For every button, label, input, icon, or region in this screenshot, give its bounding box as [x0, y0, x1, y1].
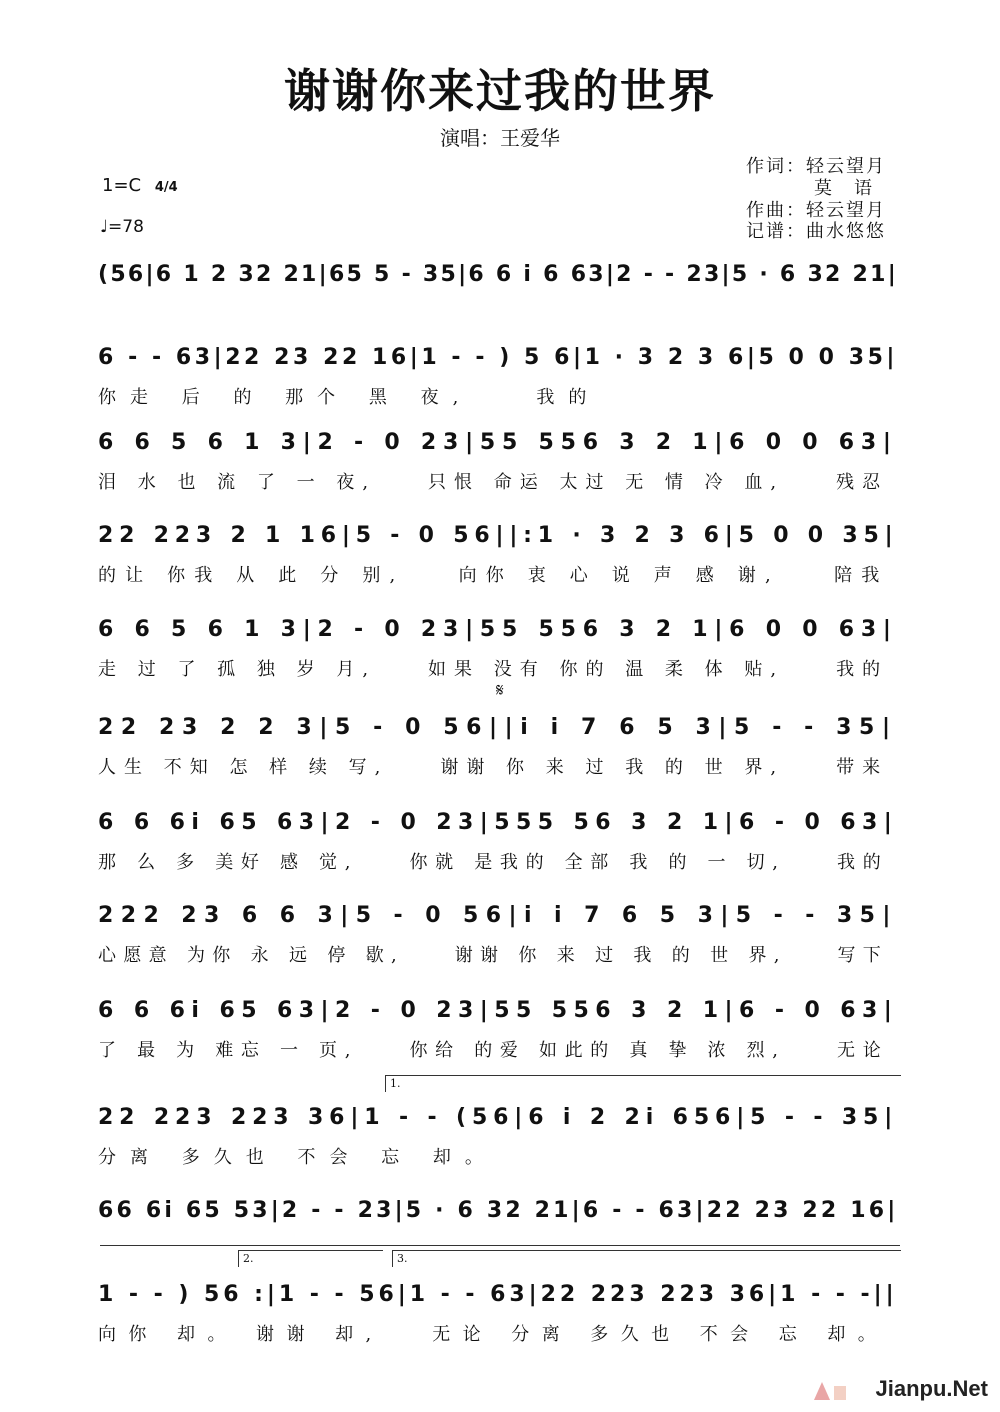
notation-row: 22 23 2 2 3|5 - 0 56||i i 7 6 5 3|5 - - 35| [98, 715, 898, 740]
notation-row: 222 23 6 6 3|5 - 0 56|i i 7 6 5 3|5 - - 35| [98, 903, 898, 928]
lyric-row: 向你 却。 谢谢 却, 无论 分离 多久也 不会 忘 却。 [98, 1324, 889, 1345]
lyric-row: 那 么 多 美好 感 觉, 你就 是我的 全部 我 的 一 切, 我的 [98, 852, 889, 873]
time-signature: 4/4 [154, 180, 178, 195]
lyric-row: 走 过 了 孤 独 岁 月, 如果 没有 你的 温 柔 体 贴, 我的 [98, 659, 889, 680]
transcriber: 记谱：曲水悠悠 [746, 221, 886, 242]
volta-2-label: 2. [243, 1252, 254, 1265]
notation-row: 22 223 223 36|1 - - (56|6 i 2 2i 656|5 - - 35| [98, 1105, 899, 1130]
notation-row: 6 - - 63|22 23 22 16|1 - - ) 5 6|1 · 3 2 3 6|5 0 0 35| [98, 345, 899, 370]
segno-mark: 𝄋 [496, 680, 504, 701]
notation-row: 6 6 5 6 1 3|2 - 0 23|55 556 3 2 1|6 0 0 63| [98, 430, 898, 455]
notation-row: 1 - - ) 56 :|1 - - 56|1 - - 63|22 223 223 36|1 - - -|| [98, 1282, 898, 1307]
volta-3-bracket [392, 1250, 901, 1267]
lyric-row: 了 最 为 难忘 一 页, 你给 的爱 如此的 真 挚 浓 烈, 无论 [98, 1040, 889, 1061]
composer: 作曲：轻云望月 [746, 200, 886, 221]
lyric-row: 的让 你我 从 此 分 别, 向你 衷 心 说 声 感 谢, 陪我 [98, 565, 889, 586]
lyricist: 作词：轻云望月 [746, 156, 886, 177]
watermark: Jianpu.Net [875, 1376, 988, 1401]
volta-1-label: 1. [390, 1077, 401, 1090]
watermark-logo-icon [810, 1378, 850, 1404]
row-divider [100, 1245, 900, 1246]
lyric-row: 人生 不知 怎 样 续 写, 谢谢 你 来 过 我 的 世 界, 带来 [98, 757, 889, 778]
notation-row: (56|6 1 2 32 21|65 5 - 35|6 6 i 6 63|2 - - 23|5 · 6 32 21| [98, 262, 899, 287]
notation-row: 66 6i 65 53|2 - - 23|5 · 6 32 21|6 - - 63|22 23 22 16| [98, 1198, 899, 1223]
key-signature [102, 175, 178, 196]
song-title: 谢谢你来过我的世界 [284, 64, 716, 118]
tempo: ♩=78 [100, 217, 144, 237]
notation-row: 22 223 2 1 16|5 - 0 56||:1 · 3 2 3 6|5 0 0 35| [98, 523, 899, 548]
notation-row: 6 6 5 6 1 3|2 - 0 23|55 556 3 2 1|6 0 0 63| [98, 617, 898, 642]
lyric-row: 泪 水 也 流 了 一 夜, 只恨 命运 太过 无 情 冷 血, 残忍 [98, 472, 889, 493]
volta-2-bracket [238, 1250, 383, 1267]
lyric-row: 分离 多久也 不会 忘 却。 [98, 1147, 497, 1168]
notation-row: 6 6 6i 65 63|2 - 0 23|555 56 3 2 1|6 - 0 63| [98, 810, 899, 835]
volta-3-label: 3. [397, 1252, 408, 1265]
key: 1=C [102, 175, 142, 196]
singer: 演唱：王爱华 [440, 126, 560, 150]
notation-row: 6 6 6i 65 63|2 - 0 23|55 556 3 2 1|6 - 0 63| [98, 998, 899, 1023]
lyric-row: 你走 后 的 那个 黑 夜, 我的 [98, 387, 601, 408]
lyric-row: 心愿意 为你 永 远 停 歇, 谢谢 你 来 过 我 的 世 界, 写下 [98, 945, 889, 966]
lyricist-2: 莫 语 [814, 178, 874, 199]
volta-1-bracket [385, 1075, 901, 1092]
